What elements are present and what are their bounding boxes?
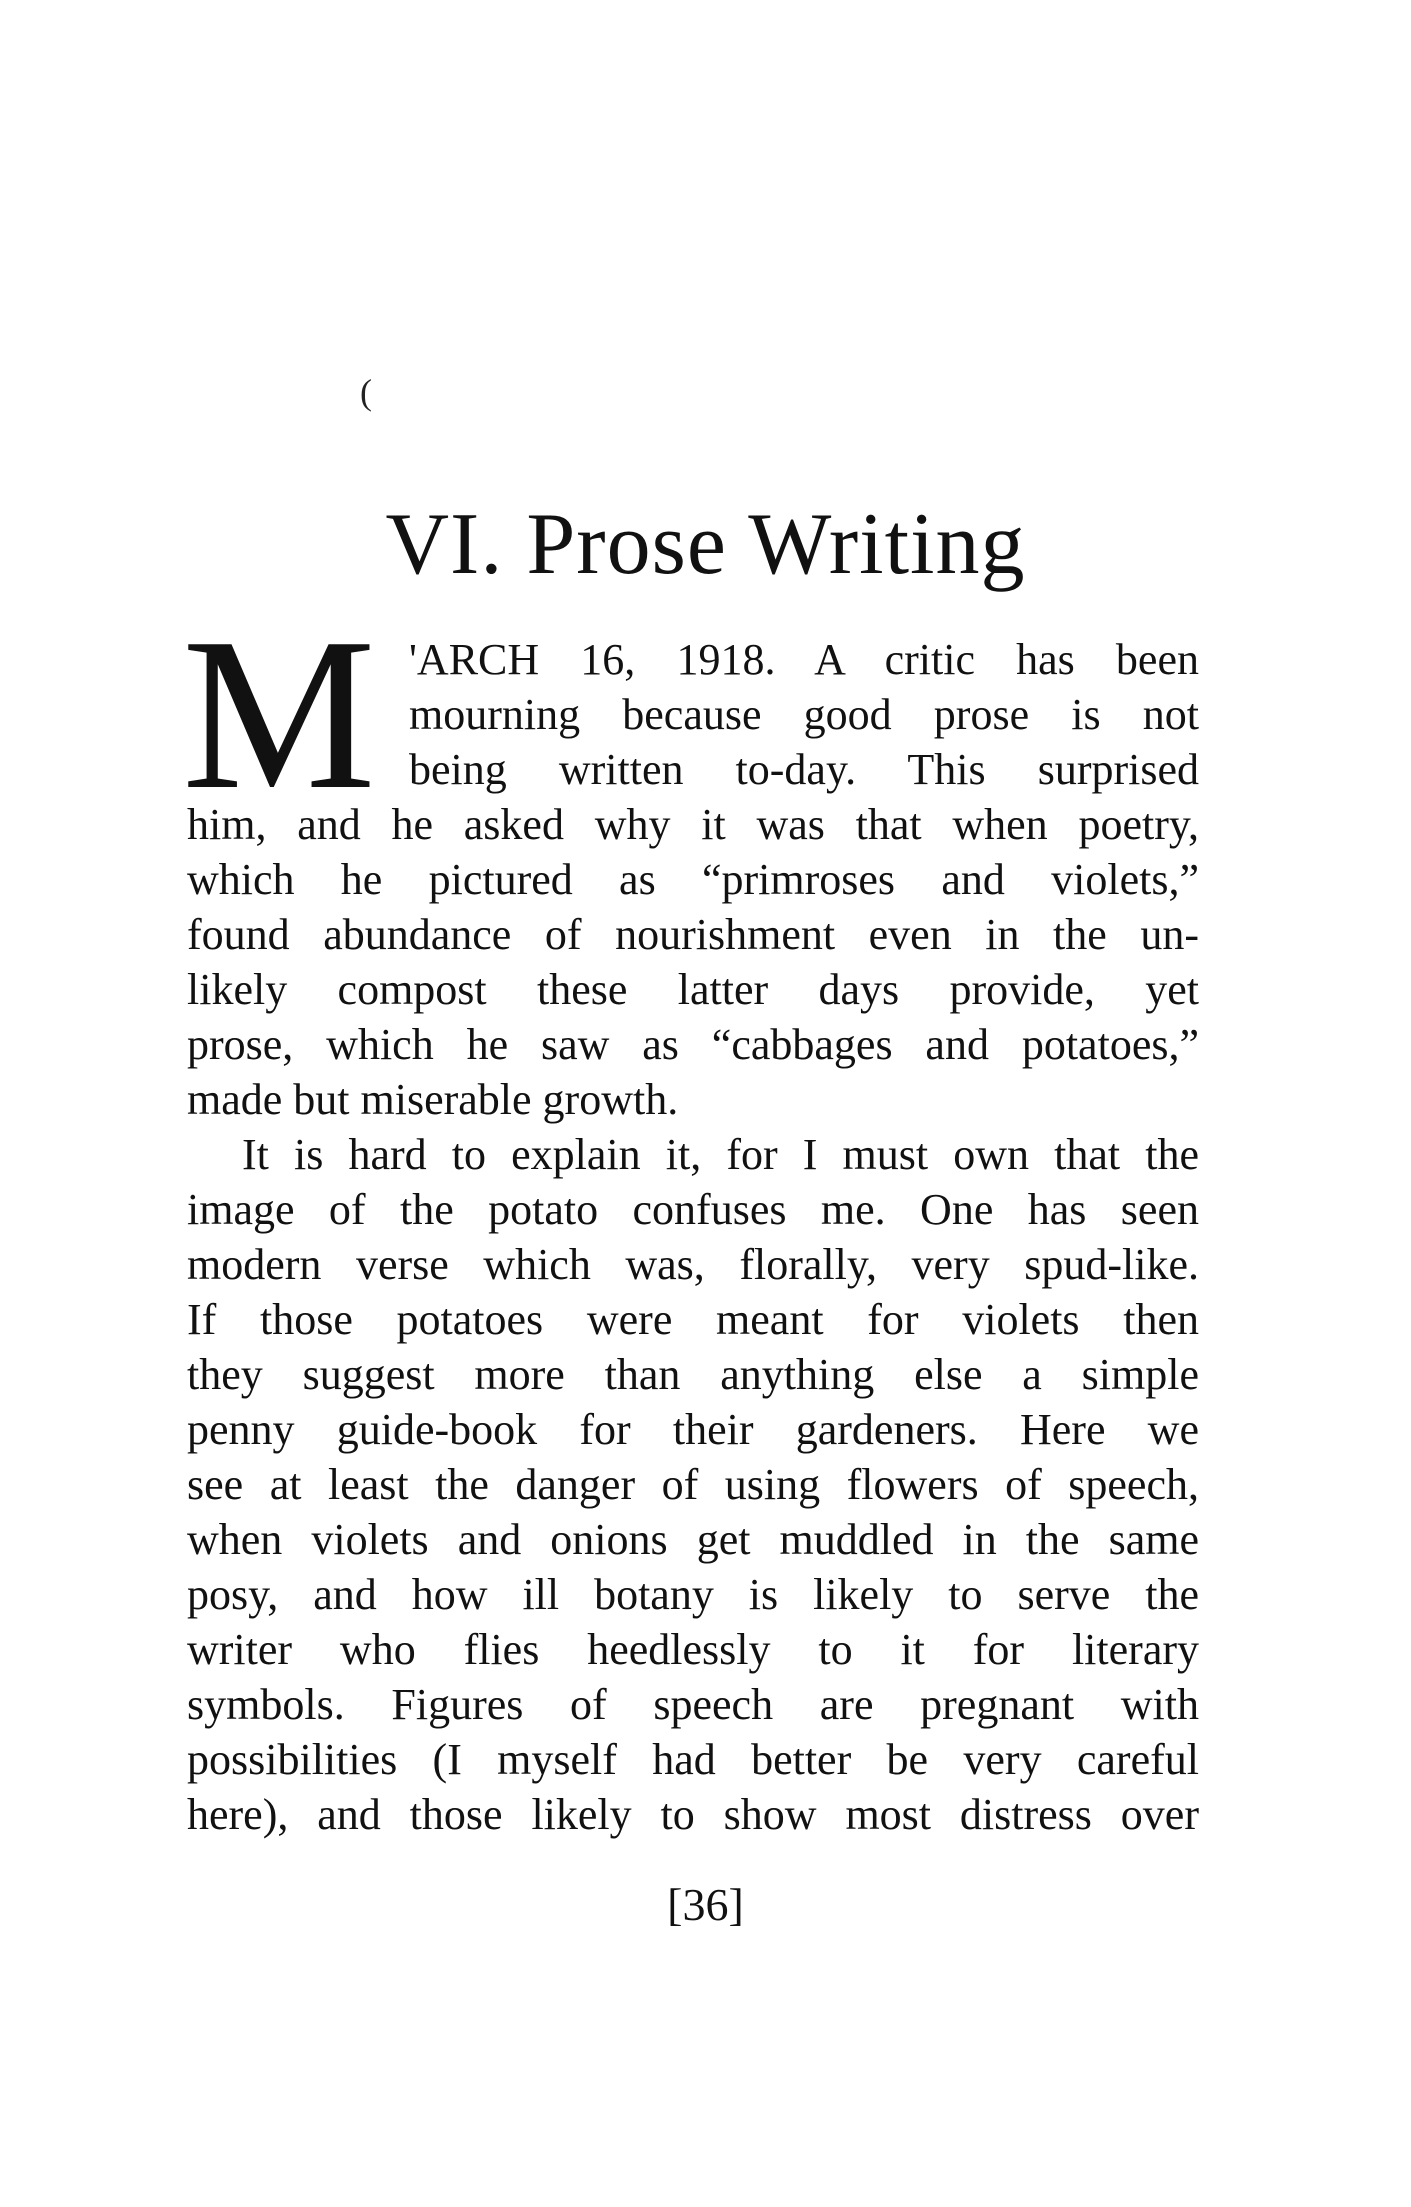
text-line: found abundance of nourishment even in the un- [187, 910, 1199, 959]
text-line: image of the potato confuses me. One has seen [187, 1185, 1199, 1234]
stray-mark: ( [360, 372, 372, 412]
text-line: writer who flies heedlessly to it for literary [187, 1625, 1199, 1674]
text-line: possibilities (I myself had better be very careful [187, 1735, 1199, 1784]
text-line: It is hard to explain it, for I must own that the [242, 1130, 1199, 1179]
text-line: when violets and onions get muddled in the same [187, 1515, 1199, 1564]
text-line: modern verse which was, florally, very spud-like. [187, 1240, 1199, 1289]
text-line: likely compost these latter days provide, yet [187, 965, 1199, 1014]
text-line: made but miserable growth. [187, 1075, 679, 1124]
text-line: If those potatoes were meant for violets then [187, 1295, 1199, 1344]
text-line: which he pictured as “primroses and violets,” [187, 855, 1199, 904]
text-line: see at least the danger of using flowers of speech, [187, 1460, 1199, 1509]
text-line: being written to-day. This surprised [409, 745, 1199, 794]
text-line: prose, which he saw as “cabbages and potatoes,” [187, 1020, 1199, 1069]
text-line: they suggest more than anything else a simple [187, 1350, 1199, 1399]
text-line: posy, and how ill botany is likely to serve the [187, 1570, 1199, 1619]
text-line: symbols. Figures of speech are pregnant with [187, 1680, 1199, 1729]
text-line: mourning because good prose is not [409, 690, 1199, 739]
text-line: penny guide-book for their gardeners. Here we [187, 1405, 1199, 1454]
drop-cap: M [182, 594, 376, 835]
page-number: [36] [667, 1879, 744, 1930]
text-line: 'ARCH 16, 1918. A critic has been [409, 635, 1199, 684]
body-text [187, 632, 1199, 1842]
chapter-title: VI. Prose Writing [385, 496, 1026, 593]
text-line: him, and he asked why it was that when poetry, [187, 800, 1199, 849]
text-line: here), and those likely to show most distress over [187, 1790, 1199, 1839]
